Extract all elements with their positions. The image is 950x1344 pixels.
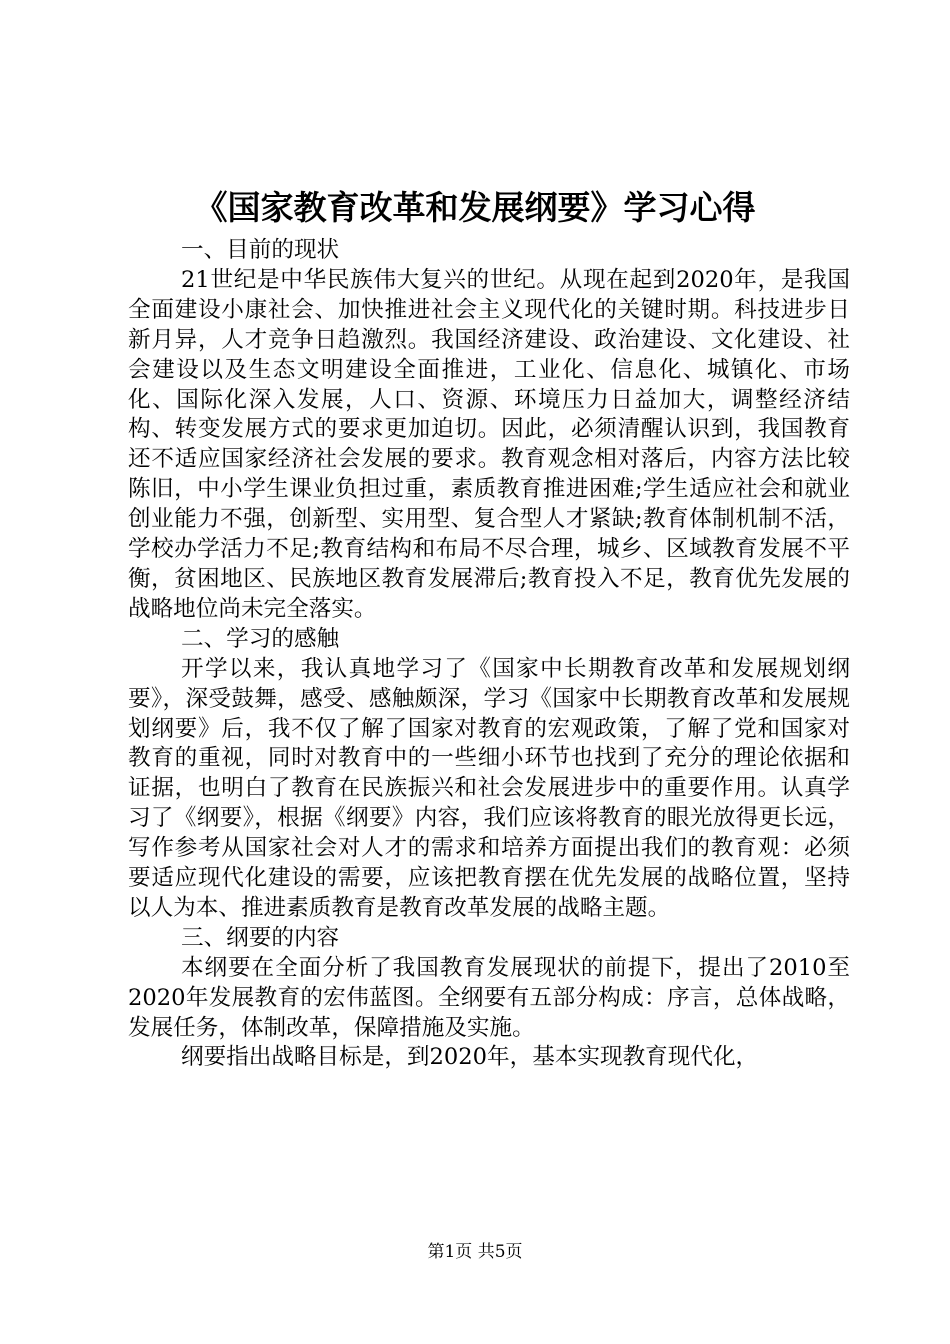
paragraph-impressions: 开学以来，我认真地学习了《国家中长期教育改革和发展规划纲要》，深受鼓舞，感受、感触颇深，学习《国家中长期教育改革和发展规划纲要》后，我不仅了解了国家对教育的宏观政策，了解了党和国家对教育的重视，同时对教育中的一些细小环节也找到了充分的理论依据和证据，也明白了教育在民族振兴和社会发展进步中的重要作用。认真学习了《纲要》，根据《纲要》内容，我们应该将教育的眼光放得更长远，写作参考从国家社会对人才的需求和培养方面提出我们的教育观：必须要适应现代化建设的需要，应该把教育摆在优先发展的战略位置，坚持以人为本、推进素质教育是教育改革发展的战略主题。 (128, 655, 850, 921)
section-heading-impressions: 二、学习的感触 (181, 625, 340, 652)
document-title: 《国家教育改革和发展纲要》学习心得 (194, 188, 756, 227)
document-body (128, 236, 850, 1073)
paragraph-strategic-goal: 纲要指出战略目标是，到2020年，基本实现教育现代化， (181, 1044, 759, 1071)
section-heading-status: 一、目前的现状 (181, 237, 340, 263)
paragraph-contents-overview: 本纲要在全面分析了我国教育发展现状的前提下，提出了2010至2020年发展教育的宏伟蓝图。全纲要有五部分构成：序言，总体战略，发展任务，体制改革，保障措施及实施。 (128, 954, 850, 1041)
page-number-footer: 第1页 共5页 (427, 1242, 523, 1262)
paragraph-status: 21世纪是中华民族伟大复兴的世纪。从现在起到2020年，是我国全面建设小康社会、加快推进社会主义现代化的关键时期。科技进步日新月异，人才竞争日趋激烈。我国经济建设、政治建设、文化建设、社会建设以及生态文明建设全面推进，工业化、信息化、城镇化、市场化、国际化深入发展，人口、资源、环境压力日益加大，调整经济结构、转变发展方式的要求更加迫切。因此，必须清醒认识到，我国教育还不适应国家经济社会发展的要求。教育观念相对落后，内容方法比较陈旧，中小学生课业负担过重，素质教育推进困难;学生适应社会和就业创业能力不强，创新型、实用型、复合型人才紧缺;教育体制机制不活，学校办学活力不足;教育结构和布局不尽合理，城乡、区域教育发展不平衡，贫困地区、民族地区教育发展滞后;教育投入不足，教育优先发展的战略地位尚未完全落实。 (128, 266, 850, 622)
section-heading-contents: 三、纲要的内容 (181, 924, 340, 951)
